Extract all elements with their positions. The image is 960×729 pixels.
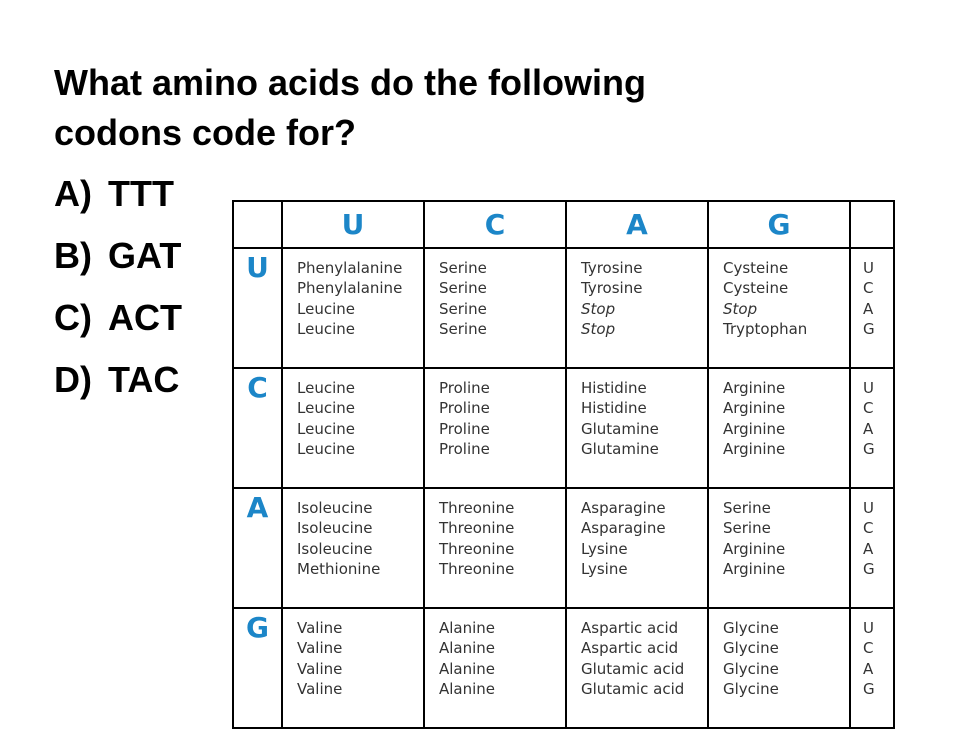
option-codon: ACT	[108, 297, 182, 338]
amino-acid-label: Leucine	[297, 399, 355, 418]
amino-acid-label: Proline	[439, 399, 490, 418]
codon-row	[233, 608, 894, 728]
amino-acid-label: Serine	[723, 519, 771, 538]
amino-acid-label: Leucine	[297, 299, 355, 318]
option-b	[54, 230, 182, 292]
option-c	[54, 292, 182, 354]
third-base-label: A	[863, 539, 874, 558]
first-base-header: A	[233, 488, 282, 608]
first-base-header: C	[233, 368, 282, 488]
codon-cell	[424, 608, 566, 728]
amino-acid-label: Arginine	[723, 379, 786, 397]
codon-cell	[424, 248, 566, 368]
amino-acid-label: Valine	[297, 659, 343, 678]
question-line-1: What amino acids do the following	[54, 62, 646, 103]
codon-row	[233, 248, 894, 368]
codon-row	[233, 368, 894, 488]
codon-cell	[566, 608, 708, 728]
option-letter: C)	[54, 297, 92, 338]
third-base-column	[850, 368, 894, 488]
second-base-header: G	[708, 201, 850, 248]
amino-acid-label: Threonine	[439, 499, 515, 517]
amino-acid-label: Arginine	[723, 559, 786, 578]
codon-cell	[708, 248, 850, 368]
amino-acid-label: Glycine	[723, 679, 779, 698]
amino-acid-label: Glutamine	[581, 439, 659, 458]
amino-acid-label: Glutamine	[581, 419, 659, 438]
amino-acid-label: Glycine	[723, 619, 779, 637]
amino-acid-label: Leucine	[297, 319, 355, 338]
codon-cell	[282, 488, 424, 608]
amino-acid-label: Glycine	[723, 639, 779, 658]
amino-acid-label: Serine	[439, 259, 487, 277]
codon-cell	[708, 488, 850, 608]
amino-acid-label: Leucine	[297, 379, 355, 397]
amino-acid-label: Tryptophan	[723, 319, 808, 338]
option-letter: B)	[54, 235, 92, 276]
amino-acid-label: Lysine	[581, 539, 628, 558]
second-base-header: C	[424, 201, 566, 248]
amino-acid-label: Serine	[723, 499, 771, 517]
question-text	[54, 58, 874, 158]
corner-cell	[233, 201, 282, 248]
first-base-header: U	[233, 248, 282, 368]
amino-acid-label: Cysteine	[723, 259, 789, 277]
option-d	[54, 354, 182, 416]
option-codon: TTT	[108, 173, 174, 214]
amino-acid-label: Methionine	[297, 559, 381, 578]
codon-cell	[708, 608, 850, 728]
amino-acid-label: Alanine	[439, 639, 496, 658]
third-base-label: C	[863, 399, 874, 418]
amino-acid-label: Asparagine	[581, 519, 666, 538]
answer-options	[54, 168, 182, 416]
option-codon: TAC	[108, 359, 180, 400]
amino-acid-label: Valine	[297, 639, 343, 658]
second-base-header: A	[566, 201, 708, 248]
amino-acid-label: Glycine	[723, 659, 779, 678]
amino-acid-label: Alanine	[439, 619, 496, 637]
amino-acid-label: Threonine	[439, 519, 515, 538]
amino-acid-label: Leucine	[297, 439, 355, 458]
amino-acid-label: Serine	[439, 279, 487, 298]
amino-acid-label: Valine	[297, 679, 343, 698]
third-base-label: G	[863, 319, 875, 338]
codon-cell	[282, 368, 424, 488]
amino-acid-label: Arginine	[723, 439, 786, 458]
amino-acid-label: Glutamic acid	[581, 679, 685, 698]
third-base-label: G	[863, 559, 875, 578]
amino-acid-label: Proline	[439, 439, 490, 458]
third-base-label: A	[863, 299, 874, 318]
codon-cell	[424, 488, 566, 608]
amino-acid-label: Asparagine	[581, 499, 666, 517]
option-codon: GAT	[108, 235, 182, 276]
codon-cell	[566, 368, 708, 488]
third-base-label: C	[863, 639, 874, 658]
amino-acid-label: Aspartic acid	[581, 619, 679, 637]
amino-acid-label: Tyrosine	[581, 259, 643, 277]
amino-acid-label: Serine	[439, 299, 487, 318]
option-a	[54, 168, 182, 230]
codon-cell	[708, 368, 850, 488]
amino-acid-label: Alanine	[439, 659, 496, 678]
codon-cell	[282, 248, 424, 368]
second-base-header-row	[233, 201, 894, 248]
amino-acid-label: Arginine	[723, 539, 786, 558]
codon-cell	[566, 248, 708, 368]
third-base-label: U	[863, 619, 874, 637]
stop-codon-label: Stop	[581, 319, 616, 338]
option-letter: D)	[54, 359, 92, 400]
amino-acid-label: Leucine	[297, 419, 355, 438]
amino-acid-label: Isoleucine	[297, 499, 373, 517]
amino-acid-label: Phenylalanine	[297, 279, 403, 298]
stop-codon-label: Stop	[723, 299, 758, 318]
first-base-header: G	[233, 608, 282, 728]
codon-cell	[566, 488, 708, 608]
codon-table-body	[233, 248, 894, 728]
amino-acid-label: Isoleucine	[297, 539, 373, 558]
amino-acid-label: Proline	[439, 379, 490, 397]
third-base-label: C	[863, 279, 874, 298]
third-base-label: U	[863, 499, 874, 517]
codon-cell	[424, 368, 566, 488]
codon-row	[233, 488, 894, 608]
third-base-label: A	[863, 419, 874, 438]
question-line-2: codons code for?	[54, 112, 357, 153]
amino-acid-label: Serine	[439, 319, 487, 338]
amino-acid-label: Arginine	[723, 419, 786, 438]
amino-acid-label: Valine	[297, 619, 343, 637]
amino-acid-label: Histidine	[581, 399, 647, 418]
option-letter: A)	[54, 173, 92, 214]
amino-acid-label: Threonine	[439, 559, 515, 578]
third-base-label: U	[863, 259, 874, 277]
amino-acid-label: Tyrosine	[581, 279, 643, 298]
third-base-label: G	[863, 439, 875, 458]
third-base-label: G	[863, 679, 875, 698]
third-base-label: A	[863, 659, 874, 678]
stop-codon-label: Stop	[581, 299, 616, 318]
amino-acid-label: Threonine	[439, 539, 515, 558]
amino-acid-label: Phenylalanine	[297, 259, 403, 277]
amino-acid-label: Glutamic acid	[581, 659, 685, 678]
codon-table	[232, 200, 895, 729]
codon-cell	[282, 608, 424, 728]
third-base-column	[850, 248, 894, 368]
amino-acid-label: Cysteine	[723, 279, 789, 298]
third-base-column	[850, 608, 894, 728]
amino-acid-label: Arginine	[723, 399, 786, 418]
third-base-label: U	[863, 379, 874, 397]
amino-acid-label: Alanine	[439, 679, 496, 698]
amino-acid-label: Lysine	[581, 559, 628, 578]
amino-acid-label: Histidine	[581, 379, 647, 397]
amino-acid-label: Isoleucine	[297, 519, 373, 538]
second-base-header: U	[282, 201, 424, 248]
third-base-column	[850, 488, 894, 608]
amino-acid-label: Aspartic acid	[581, 639, 679, 658]
amino-acid-label: Proline	[439, 419, 490, 438]
corner-cell	[850, 201, 894, 248]
third-base-label: C	[863, 519, 874, 538]
